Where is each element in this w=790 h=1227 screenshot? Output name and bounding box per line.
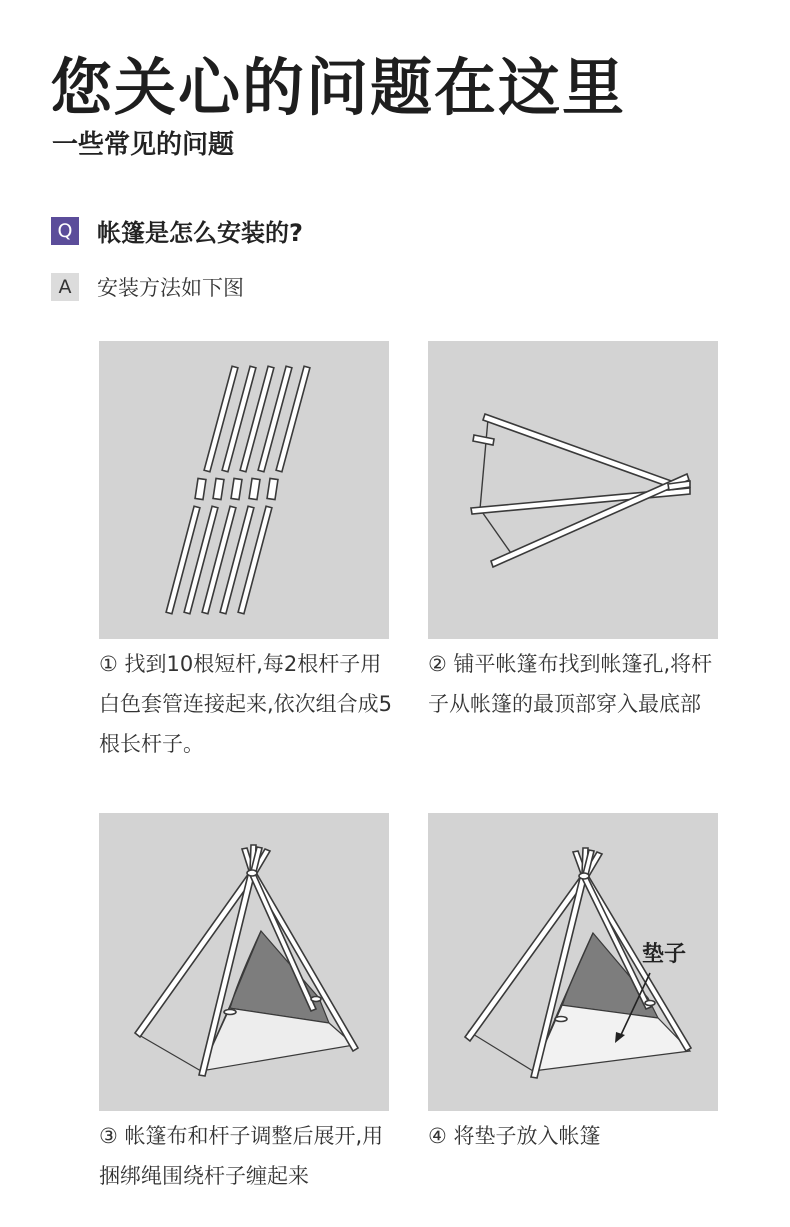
step-1-image xyxy=(99,341,389,639)
question-badge: Q xyxy=(51,217,79,245)
step-4-caption: ④ 将垫子放入帐篷 xyxy=(428,1124,601,1148)
question-text: 帐篷是怎么安装的? xyxy=(97,219,303,247)
tent-frame-illustration xyxy=(99,813,389,1111)
tent-with-mat-illustration xyxy=(428,813,718,1111)
mat-label: 垫子 xyxy=(642,942,687,967)
step-1-caption: ① 找到10根短杆,每2根杆子用白色套管连接起来,依次组合成5根长杆子。 xyxy=(99,652,393,756)
answer-text: 安装方法如下图 xyxy=(97,276,244,300)
question-row xyxy=(51,213,303,248)
page-subtitle: 一些常见的问题 xyxy=(52,130,235,160)
pole-shape xyxy=(249,478,260,499)
step-4-image xyxy=(428,813,718,1111)
pole-shape xyxy=(231,478,242,499)
page-title: 您关心的问题在这里 xyxy=(50,51,627,124)
poles-through-tent-illustration xyxy=(428,341,718,639)
answer-row xyxy=(51,272,244,302)
step-2-image xyxy=(428,341,718,639)
answer-badge: A xyxy=(51,273,79,301)
step-3-image xyxy=(99,813,389,1111)
pole-shape xyxy=(213,478,224,499)
step-2-caption: ② 铺平帐篷布找到帐篷孔,将杆子从帐篷的最顶部穿入最底部 xyxy=(428,652,713,716)
step-3-caption: ③ 帐篷布和杆子调整后展开,用捆绑绳围绕杆子缠起来 xyxy=(99,1124,384,1188)
poles-illustration xyxy=(99,341,389,639)
pole-shape xyxy=(267,478,278,499)
pole-shape xyxy=(195,478,206,499)
